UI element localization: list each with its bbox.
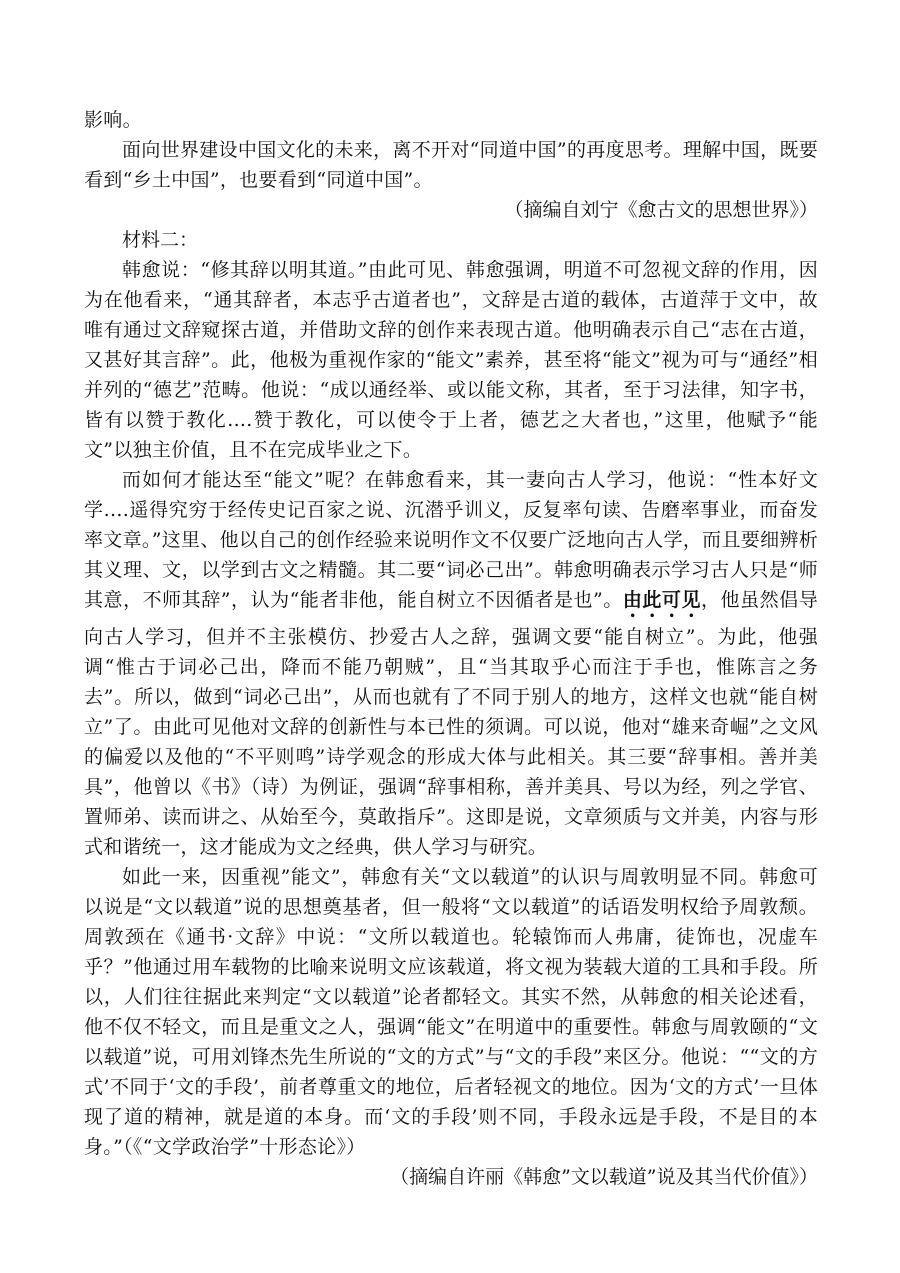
material-two-paragraph-1: 韩愈说：“修其辞以明其道。”由此可见、韩愈强调，明道不可忽视文辞的作用，因为在他看来，“通其辞者，本志乎古道者也”，文辞是古道的载体，古道萍于文中，故唯有通过文辞窥探古道，并借助文辞的创作来表现古道。他明确表示自己“志在古道，又甚好其言辞”。此，他极为重视作家的“能文”素养，甚至将“能文”视为可与“通经”相并列的“德艺”范畴。他说：“成以通经举、或以能文称，其者，至于习法律，知字书，皆有以赞于教化....赞于教化，可以使令于上者，德艺之大者也，”这里，他赋予“能文”以独主价值，且不在完成毕业之下。: [84, 259, 818, 461]
material-two-heading: 材料二：: [122, 229, 199, 251]
material-two-paragraph-2: [84, 465, 818, 862]
material-one-paragraph-tail: 影响。: [84, 109, 142, 131]
emphasized-phrase: 由此可见: [622, 589, 701, 611]
material-one-source: （摘编自刘宁《愈古文的思想世界》）: [504, 199, 818, 221]
material-two-source: （摘编自许丽《韩愈”文以载道”说及其当代价值》）: [390, 1166, 818, 1188]
paragraph-2-text-before: 而如何才能达至“能文”呢？在韩愈看来，其一妻向古人学习，他说：“性本好文学....遥得究穷于经传史记百家之说、沉潜乎训义，反复率句读、告磨率事业，而奋发率文章。”这里、他以自己的创作经验来说明作文不仅要广泛地向古人学，而且要细辨析其义理、文，以学到古文之精髓。其二要“词必己出”。韩愈明确表示学习古人只是“师其意，不师其辞”，认为“能者非他，能自树立不因循者是也”。: [84, 469, 818, 611]
material-two-paragraph-3: 如此一来，因重视”能文”，韩愈有关“文以载道”的认识与周敦明显不同。韩愈可以说是“文以载道”说的思想奠基者，但一般将“文以载道”的话语发明权给予周敦颓。周敦颈在《通书·文辞》中说：“文所以载道也。轮辕饰而人弗庸，徒饰也，况虚车乎？”他通过用车载物的比喻来说明文应该载道，将文视为装载大道的工具和手段。所以，人们往往据此来判定“文以载道”论者都轻文。其实不然，从韩愈的相关论述看，他不仅不轻文，而且是重文之人，强调“能文”在明道中的重要性。韩愈与周敦颐的“文以载道”说，可用刘锋杰先生所说的“文的方式”与“文的手段”来区分。他说：““文的方式’不同于‘文的手段’，前者尊重文的地位，后者轻视文的地位。因为‘文的方式’一旦体现了道的精神，就是道的本身。而‘文的手段’则不同，手段永远是手段，不是目的本身。”（《“文学政治学”十形态论》）: [84, 866, 818, 1158]
document-body: [84, 105, 818, 1192]
paragraph-2-text-after: ，他虽然倡导向古人学习，但并不主张模仿、抄爱古人之辞，强调文要“能自树立”。为此，他强调“惟古于词必己出，降而不能乃朝贼”，且“当其取乎心而注于手也，惟陈言之务去”。所以，做到“词必己出”，从而也就有了不同于别人的地方，这样文也就“能自树立”了。由此可见他对文辞的创新性与本已性的须调。可以说，他对“雄来奇崛”之文风的偏爱以及他的“不平则鸣”诗学观念的形成大体与此相关。其三要“辞事相。善并美具”，他曾以《书》（诗）为例证，强调“辞事相称，善并美具、号以为经，列之学官、置师弟、读而讲之、从始至今，莫敢指斥”。这即是说，文章须质与文并美，内容与形式和谐统一，这才能成为文之经典，供人学习与研究。: [84, 589, 819, 858]
material-one-paragraph-last: 面向世界建设中国文化的未来，离不开对“同道中国”的再度思考。理解中国，既要看到“乡土中国”，也要看到“同道中国”。: [84, 139, 818, 191]
